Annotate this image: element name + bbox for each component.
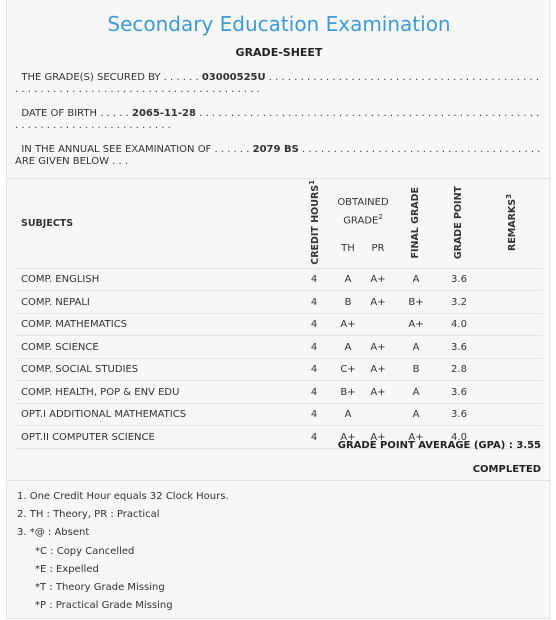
exam-suffix: ARE GIVEN BELOW . . . bbox=[15, 156, 129, 167]
gpa-label: GRADE POINT AVERAGE (GPA) : bbox=[337, 440, 513, 451]
credit-cell: 4 bbox=[295, 268, 333, 291]
note-credit-hour: 1. One Credit Hour equals 32 Clock Hours. bbox=[17, 491, 229, 502]
th-grade-cell: A+ bbox=[333, 426, 363, 449]
grades-table bbox=[15, 180, 543, 449]
divider bbox=[7, 178, 551, 179]
grade-sheet-panel bbox=[6, 0, 550, 619]
final-grade-cell: B bbox=[393, 358, 439, 381]
remarks-cell bbox=[479, 313, 543, 336]
header-remarks: REMARKS$^3$ bbox=[504, 193, 519, 251]
grade-point-cell: 4.0 bbox=[439, 313, 479, 336]
grade-point-cell: 3.6 bbox=[439, 381, 479, 404]
final-grade-cell: A bbox=[393, 268, 439, 291]
note-practical-missing: *P : Practical Grade Missing bbox=[35, 600, 173, 612]
credit-cell: 4 bbox=[295, 336, 333, 359]
credit-cell: 4 bbox=[295, 381, 333, 404]
th-grade-cell: A bbox=[333, 403, 363, 426]
table-row bbox=[15, 291, 543, 314]
final-grade-cell: A bbox=[393, 403, 439, 426]
note-expelled: *E : Expelled bbox=[35, 563, 99, 575]
grade-point-cell: 4.0 bbox=[439, 426, 479, 449]
secured-by-label: THE GRADE(S) SECURED BY bbox=[21, 72, 161, 83]
gpa-line bbox=[338, 440, 541, 451]
final-grade-cell: A bbox=[393, 336, 439, 359]
note-absent: 3. *@ : Absent bbox=[17, 527, 90, 539]
grade-point-cell: 3.2 bbox=[439, 291, 479, 314]
remarks-cell bbox=[479, 336, 543, 359]
header-th: TH bbox=[341, 242, 355, 254]
pr-grade-cell: A+ bbox=[363, 358, 393, 381]
table-row bbox=[15, 403, 543, 426]
divider bbox=[7, 480, 551, 481]
notes-list bbox=[17, 488, 537, 615]
table-row bbox=[15, 358, 543, 381]
th-grade-cell: A bbox=[333, 336, 363, 359]
remarks-cell bbox=[479, 291, 543, 314]
exam-line: IN THE ANNUAL SEE EXAMINATION OF . . . . . . 2079 BS . . . . . . . . . . . . . . . . . . . . . . . . . . . . . . . . . . . . . . ARE GIVEN BELOW . . . bbox=[15, 144, 541, 167]
pr-grade-cell bbox=[363, 403, 393, 426]
grade-sheet-heading: GRADE-SHEET bbox=[235, 46, 323, 59]
subject-cell: OPT.I ADDITIONAL MATHEMATICS bbox=[15, 403, 295, 426]
subject-cell: COMP. HEALTH, POP & ENV EDU bbox=[15, 381, 295, 404]
grade-point-cell: 3.6 bbox=[439, 336, 479, 359]
final-grade-cell: A bbox=[393, 381, 439, 404]
gpa-value: 3.55 bbox=[516, 440, 541, 451]
remarks-cell bbox=[479, 403, 543, 426]
secured-by-line: THE GRADE(S) SECURED BY . . . . . . 03000525U . . . . . . . . . . . . . . . . . . . . . . . . . . . . . . . . . . . . . . . . . . . . . . . . . . . . . . . . . . . . . . . . . . . . . . . . . . . . . . . . . . bbox=[15, 72, 539, 95]
exam-label: IN THE ANNUAL SEE EXAMINATION OF bbox=[21, 144, 212, 155]
dob-value: 2065-11-28 bbox=[131, 108, 196, 119]
pr-grade-cell: A+ bbox=[363, 426, 393, 449]
note-th-pr: 2. TH : Theory, PR : Practical bbox=[17, 509, 160, 521]
remarks-cell bbox=[479, 268, 543, 291]
grade-point-cell: 2.8 bbox=[439, 358, 479, 381]
th-grade-cell: A+ bbox=[333, 313, 363, 336]
table-row bbox=[15, 336, 543, 359]
credit-cell: 4 bbox=[295, 313, 333, 336]
dob-line: DATE OF BIRTH . . . . . 2065-11-28 . . . . . . . . . . . . . . . . . . . . . . . . . . . . . . . . . . . . . . . . . . . . . . . . . . . . . . . . . . . . . . . . . . . . . . . . . . . . . . . bbox=[15, 108, 540, 131]
header-pr: PR bbox=[371, 242, 385, 254]
header-final-grade: FINAL GRADE bbox=[410, 186, 421, 259]
exam-year: 2079 BS bbox=[252, 144, 299, 155]
table-row bbox=[15, 313, 543, 336]
symbol-number: 03000525U bbox=[201, 72, 266, 83]
header-obtained-grade: OBTAINED GRADE$^2$ bbox=[337, 197, 389, 227]
th-grade-cell: B+ bbox=[333, 381, 363, 404]
pr-grade-cell: A+ bbox=[363, 336, 393, 359]
table-row bbox=[15, 381, 543, 404]
subject-cell: COMP. SOCIAL STUDIES bbox=[15, 358, 295, 381]
dob-label: DATE OF BIRTH bbox=[21, 108, 98, 119]
credit-cell: 4 bbox=[295, 291, 333, 314]
exam-title: Secondary Education Examination bbox=[107, 12, 451, 36]
pr-grade-cell: A+ bbox=[363, 291, 393, 314]
result-status: COMPLETED bbox=[472, 464, 541, 475]
th-grade-cell: C+ bbox=[333, 358, 363, 381]
pr-grade-cell: A+ bbox=[363, 381, 393, 404]
subject-cell: COMP. SCIENCE bbox=[15, 336, 295, 359]
remarks-cell bbox=[479, 381, 543, 404]
table-row bbox=[15, 268, 543, 291]
th-grade-cell: B bbox=[333, 291, 363, 314]
subject-cell: COMP. NEPALI bbox=[15, 291, 295, 314]
grade-point-cell: 3.6 bbox=[439, 268, 479, 291]
note-copy-cancelled: *C : Copy Cancelled bbox=[35, 545, 135, 557]
th-grade-cell: A bbox=[333, 268, 363, 291]
note-theory-missing: *T : Theory Grade Missing bbox=[35, 582, 165, 594]
final-grade-cell: B+ bbox=[393, 291, 439, 314]
header-credit-hours: CREDIT HOURS$^1$ bbox=[307, 180, 322, 265]
final-grade-cell: A+ bbox=[393, 426, 439, 449]
header-grade-point: GRADE POINT bbox=[453, 185, 464, 259]
remarks-cell bbox=[479, 358, 543, 381]
pr-grade-cell: A+ bbox=[363, 268, 393, 291]
header-subjects: SUBJECTS bbox=[21, 218, 74, 230]
pr-grade-cell bbox=[363, 313, 393, 336]
grade-point-cell: 3.6 bbox=[439, 403, 479, 426]
subject-cell: OPT.II COMPUTER SCIENCE bbox=[15, 426, 295, 449]
final-grade-cell: A+ bbox=[393, 313, 439, 336]
credit-cell: 4 bbox=[295, 426, 333, 449]
credit-cell: 4 bbox=[295, 403, 333, 426]
subject-cell: COMP. ENGLISH bbox=[15, 268, 295, 291]
credit-cell: 4 bbox=[295, 358, 333, 381]
subject-cell: COMP. MATHEMATICS bbox=[15, 313, 295, 336]
